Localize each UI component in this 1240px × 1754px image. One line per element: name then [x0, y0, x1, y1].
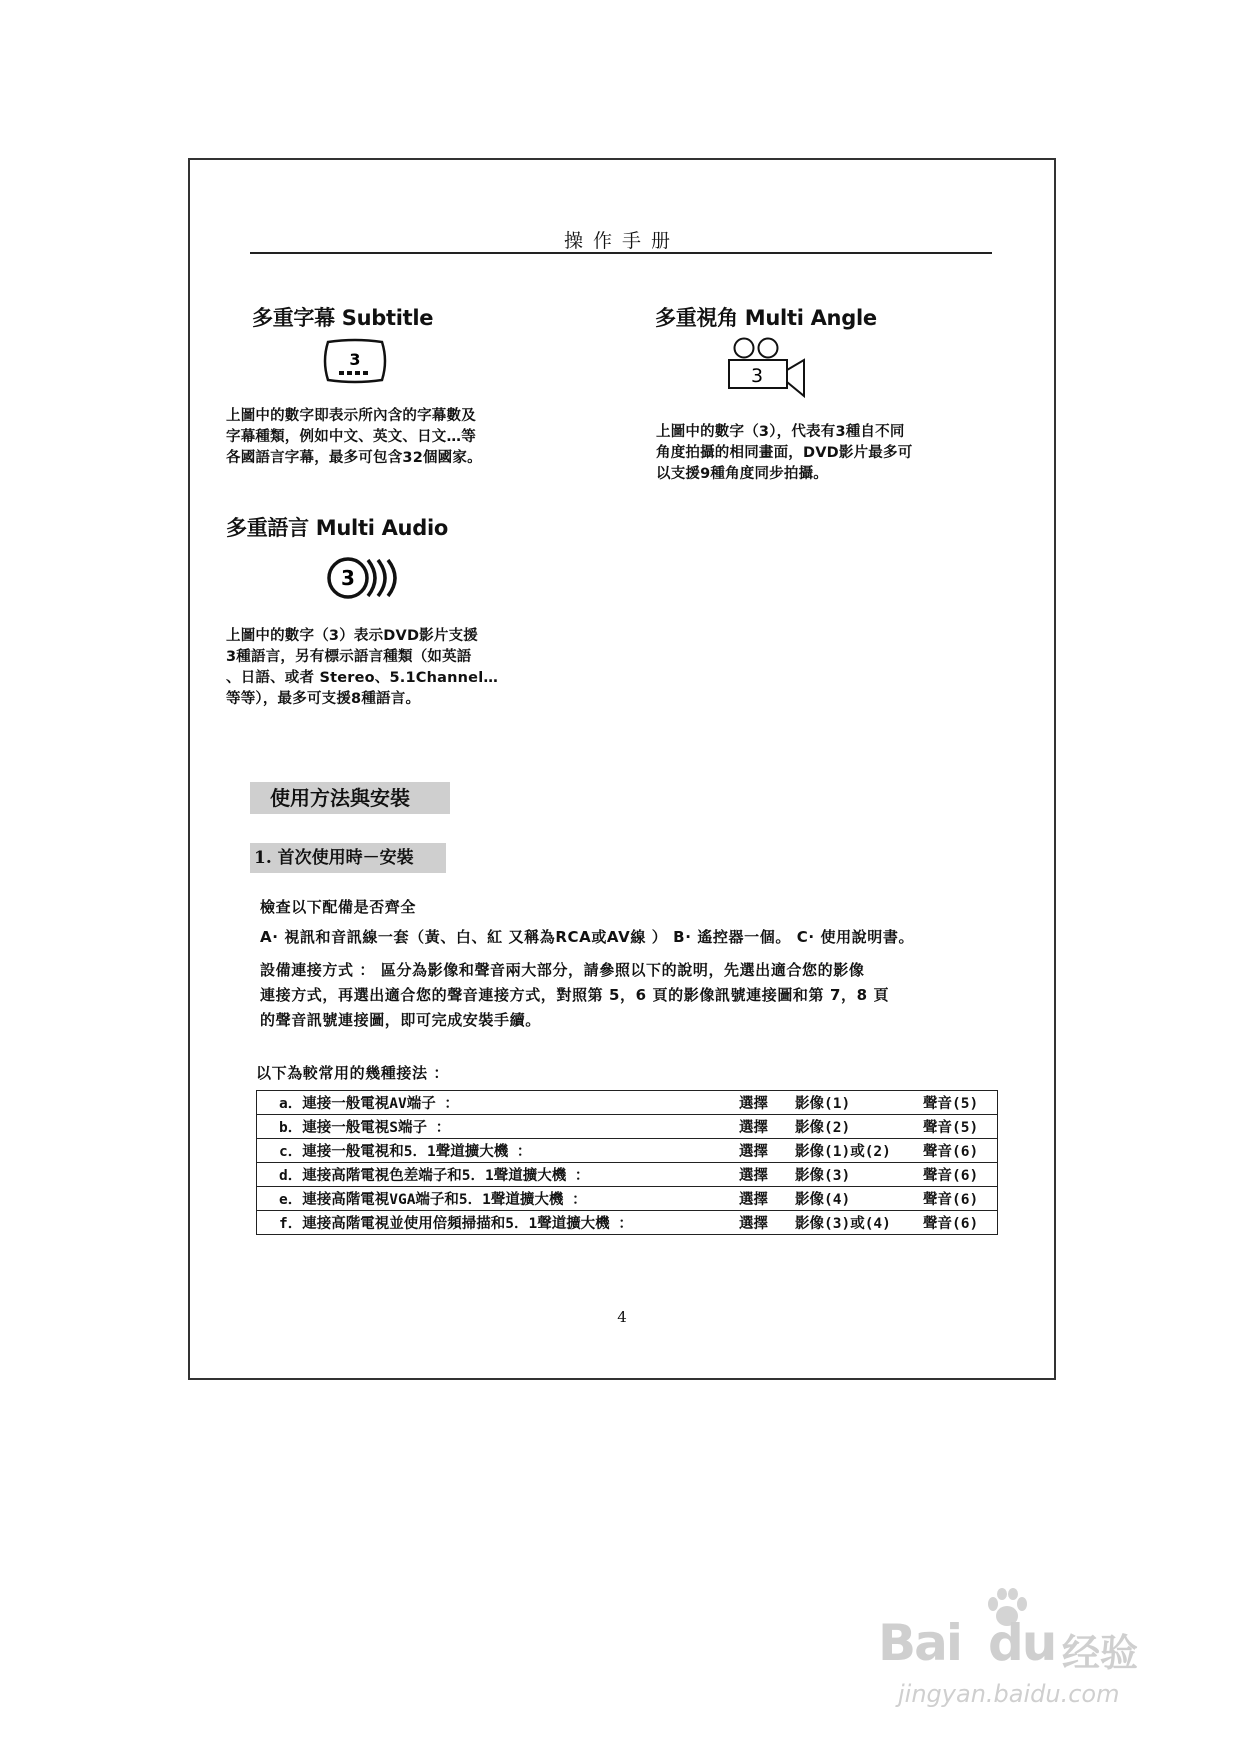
install-subheading: 1. 首次使用時－安裝 [250, 843, 446, 873]
audio-body-line: 上圖中的數字（3）表示DVD影片支援 [226, 628, 478, 644]
connection-text-line: 連接方式，再選出適合您的聲音連接方式，對照第 5，6 頁的影像訊號連接圖和第 7，8 頁 [260, 986, 890, 1004]
subtitle-body-line: 字幕種類，例如中文、英文、日文…等 [226, 429, 476, 445]
subtitle-body [226, 406, 482, 469]
watermark-brand-2: du [988, 1614, 1056, 1672]
angle-icon-number: 3 [750, 365, 764, 387]
subtitle-body-line: 各國語言字幕，最多可包含32個國家。 [226, 450, 482, 466]
method-cell: a．連接一般電視AV端子 ： [257, 1091, 740, 1115]
angle-body-line: 以支援9種角度同步拍攝。 [656, 466, 828, 482]
angle-body-line: 上圖中的數字（3），代表有3種自不同 [656, 424, 905, 440]
select-cell: 選擇 [739, 1211, 795, 1235]
connection-table [256, 1090, 998, 1235]
check-title: 檢查以下配備是否齊全 [260, 898, 417, 916]
connection-text-line: 設備連接方式 ： 區分為影像和聲音兩大部分，請參照以下的說明，先選出適合您的影像 [260, 961, 865, 979]
table-row [257, 1187, 998, 1211]
video-cell: 影像(1) [795, 1091, 923, 1115]
select-cell: 選擇 [739, 1115, 795, 1139]
watermark-suffix: 经验 [1062, 1631, 1139, 1675]
select-cell: 選擇 [739, 1187, 795, 1211]
select-cell: 選擇 [739, 1163, 795, 1187]
audio-icon-number: 3 [341, 566, 355, 590]
video-cell: 影像(1)或(2) [795, 1139, 923, 1163]
methods-title: 以下為較常用的幾種接法 ： [256, 1064, 450, 1082]
method-cell: b．連接一般電視S端子 ： [257, 1115, 740, 1139]
angle-title: 多重視角 Multi Angle [655, 306, 877, 330]
connection-text-line: 的聲音訊號連接圖，即可完成安裝手續。 [260, 1011, 541, 1029]
audio-cell: 聲音(5) [923, 1091, 998, 1115]
table-row [257, 1115, 998, 1139]
method-cell: e．連接高階電視VGA端子和5．1聲道擴大機 ： [257, 1187, 740, 1211]
audio-cell: 聲音(6) [923, 1187, 998, 1211]
select-cell: 選擇 [739, 1091, 795, 1115]
camera-icon [724, 336, 808, 400]
audio-body-line: 等等），最多可支援8種語言。 [226, 691, 421, 707]
audio-icon [324, 554, 404, 602]
baidu-watermark [858, 1588, 1188, 1708]
audio-body-line: 3種語言，另有標示語言種類（如英語 [226, 649, 472, 665]
audio-cell: 聲音(6) [923, 1163, 998, 1187]
video-cell: 影像(2) [795, 1115, 923, 1139]
angle-body-line: 角度拍攝的相同畫面，DVD影片最多可 [656, 445, 913, 461]
audio-cell: 聲音(6) [923, 1139, 998, 1163]
video-cell: 影像(3)或(4) [795, 1211, 923, 1235]
watermark-url: jingyan.baidu.com [898, 1680, 1120, 1708]
subtitle-body-line: 上圖中的數字即表示所內含的字幕數及 [226, 408, 476, 424]
header-title: 操作手册 [563, 230, 680, 252]
select-cell: 選擇 [739, 1139, 795, 1163]
subtitle-title: 多重字幕 Subtitle [252, 306, 434, 330]
table-row [257, 1163, 998, 1187]
table-row [257, 1091, 998, 1115]
audio-title: 多重語言 Multi Audio [226, 516, 448, 540]
subtitle-icon [322, 338, 388, 384]
check-items: A· 視訊和音訊線一套（黃、白、紅 又稱為RCA或AV線 ） B· 遙控器一個。 C· 使用說明書。 [260, 928, 915, 946]
usage-heading: 使用方法與安裝 [250, 782, 450, 814]
method-cell: f．連接高階電視並使用倍頻掃描和5．1聲道擴大機 ： [257, 1211, 740, 1235]
video-cell: 影像(4) [795, 1187, 923, 1211]
connection-text [260, 958, 889, 1033]
header-rule [250, 252, 992, 254]
page-frame [188, 158, 1056, 1380]
page-number: 4 [617, 1308, 627, 1326]
method-cell: c．連接一般電視和5．1聲道擴大機 ： [257, 1139, 740, 1163]
table-row [257, 1139, 998, 1163]
subtitle-icon-number: 3 [349, 350, 361, 369]
audio-body-line: 、日語、或者 Stereo、5.1Channel… [226, 670, 499, 686]
audio-cell: 聲音(5) [923, 1115, 998, 1139]
audio-cell: 聲音(6) [923, 1211, 998, 1235]
method-cell: d．連接高階電視色差端子和5．1聲道擴大機 ： [257, 1163, 740, 1187]
video-cell: 影像(3) [795, 1163, 923, 1187]
audio-body [226, 626, 498, 710]
watermark-brand: Bai [878, 1614, 961, 1672]
table-row [257, 1211, 998, 1235]
angle-body [656, 422, 912, 485]
